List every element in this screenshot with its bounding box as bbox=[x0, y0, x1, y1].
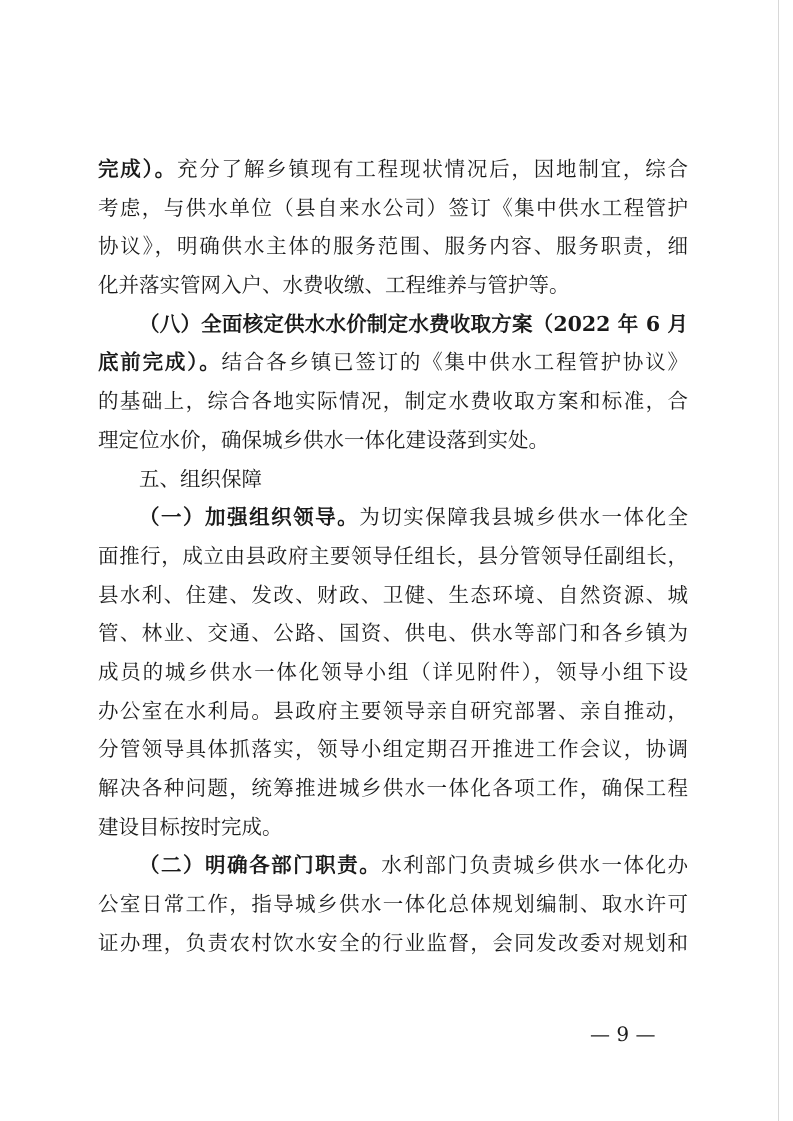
paragraph-line bbox=[98, 150, 688, 189]
text-run: 为切实保障我县城乡供水一体化全 bbox=[359, 505, 689, 530]
paragraph-line bbox=[98, 343, 688, 382]
text-run: 理定位水价，确保城乡供水一体化建设落到实处。 bbox=[98, 427, 549, 452]
text-run: 的基础上，综合各地实际情况，制定水费收取方案和标准，合 bbox=[98, 389, 688, 414]
text-run: 成员的城乡供水一体化领导小组（详见附件），领导小组下设 bbox=[98, 659, 688, 684]
paragraph-line bbox=[98, 808, 688, 847]
text-run: 五、组织保障 bbox=[139, 466, 262, 491]
text-run: 充分了解乡镇现有工程现状情况后，因地制宜，综合 bbox=[176, 157, 689, 181]
paragraph-line bbox=[98, 189, 688, 228]
paragraph-line bbox=[98, 227, 688, 266]
text-run: 化并落实管网入户、水费收缴、工程维养与管护等。 bbox=[98, 273, 570, 298]
paragraph-line bbox=[98, 730, 688, 769]
text-run: 结合各乡镇已签订的《集中供水工程管护协议》 bbox=[221, 350, 689, 375]
paragraph-line bbox=[98, 421, 688, 460]
text-run: 水利部门负责城乡供水一体化办 bbox=[381, 853, 689, 878]
text-run: 解决各种问题，统筹推进城乡供水一体化各项工作，确保工程 bbox=[98, 776, 688, 800]
paragraph-line bbox=[98, 769, 688, 808]
text-run: 建设目标按时完成。 bbox=[98, 814, 283, 839]
text-run: 证办理，负责农村饮水安全的行业监督，会同发改委对规划和 bbox=[98, 930, 688, 955]
page-number: — 9 — bbox=[590, 1022, 656, 1046]
bold-run: （二）明确各部门职责。 bbox=[139, 853, 382, 878]
paragraph-line bbox=[98, 266, 688, 305]
paragraph-line bbox=[98, 653, 688, 692]
text-run: 协议》，明确供水主体的服务范围、服务内容、服务职责，细 bbox=[98, 234, 688, 259]
paragraph-line bbox=[98, 692, 688, 731]
text-run: 县水利、住建、发改、财政、卫健、生态环境、自然资源、城 bbox=[98, 582, 688, 607]
text-run: 公室日常工作，指导城乡供水一体化总体规划编制、取水许可 bbox=[98, 892, 688, 917]
text-run: 办公室在水利局。县政府主要领导亲自研究部署、亲自推动， bbox=[98, 698, 688, 723]
paragraph-line bbox=[98, 846, 688, 885]
text-run: 管、林业、交通、公路、国资、供电、供水等部门和各乡镇为 bbox=[98, 621, 688, 646]
bold-run: 底前完成）。 bbox=[98, 350, 222, 375]
section-title-organization bbox=[98, 460, 688, 499]
document-body bbox=[98, 150, 688, 962]
paragraph-line bbox=[98, 614, 688, 653]
paragraph-line bbox=[98, 885, 688, 924]
bold-run: （一）加强组织领导。 bbox=[139, 505, 360, 530]
paragraph-line bbox=[98, 576, 688, 615]
bold-run: 完成）。 bbox=[98, 157, 177, 181]
text-run: 分管领导具体抓落实，领导小组定期召开推进工作会议，协调 bbox=[98, 737, 688, 762]
paragraph-line bbox=[98, 498, 688, 537]
section-heading-8 bbox=[98, 305, 688, 344]
text-run: 考虑，与供水单位（县自来水公司）签订《集中供水工程管护 bbox=[98, 195, 688, 220]
paragraph-line bbox=[98, 924, 688, 963]
paragraph-line bbox=[98, 537, 688, 576]
paragraph-line bbox=[98, 382, 688, 421]
bold-run: （八）全面核定供水水价制定水费收取方案（2022 年 6 月 bbox=[139, 311, 688, 336]
page-edge-line bbox=[778, 0, 779, 1121]
text-run: 面推行，成立由县政府主要领导任组长，县分管领导任副组长， bbox=[98, 543, 688, 568]
